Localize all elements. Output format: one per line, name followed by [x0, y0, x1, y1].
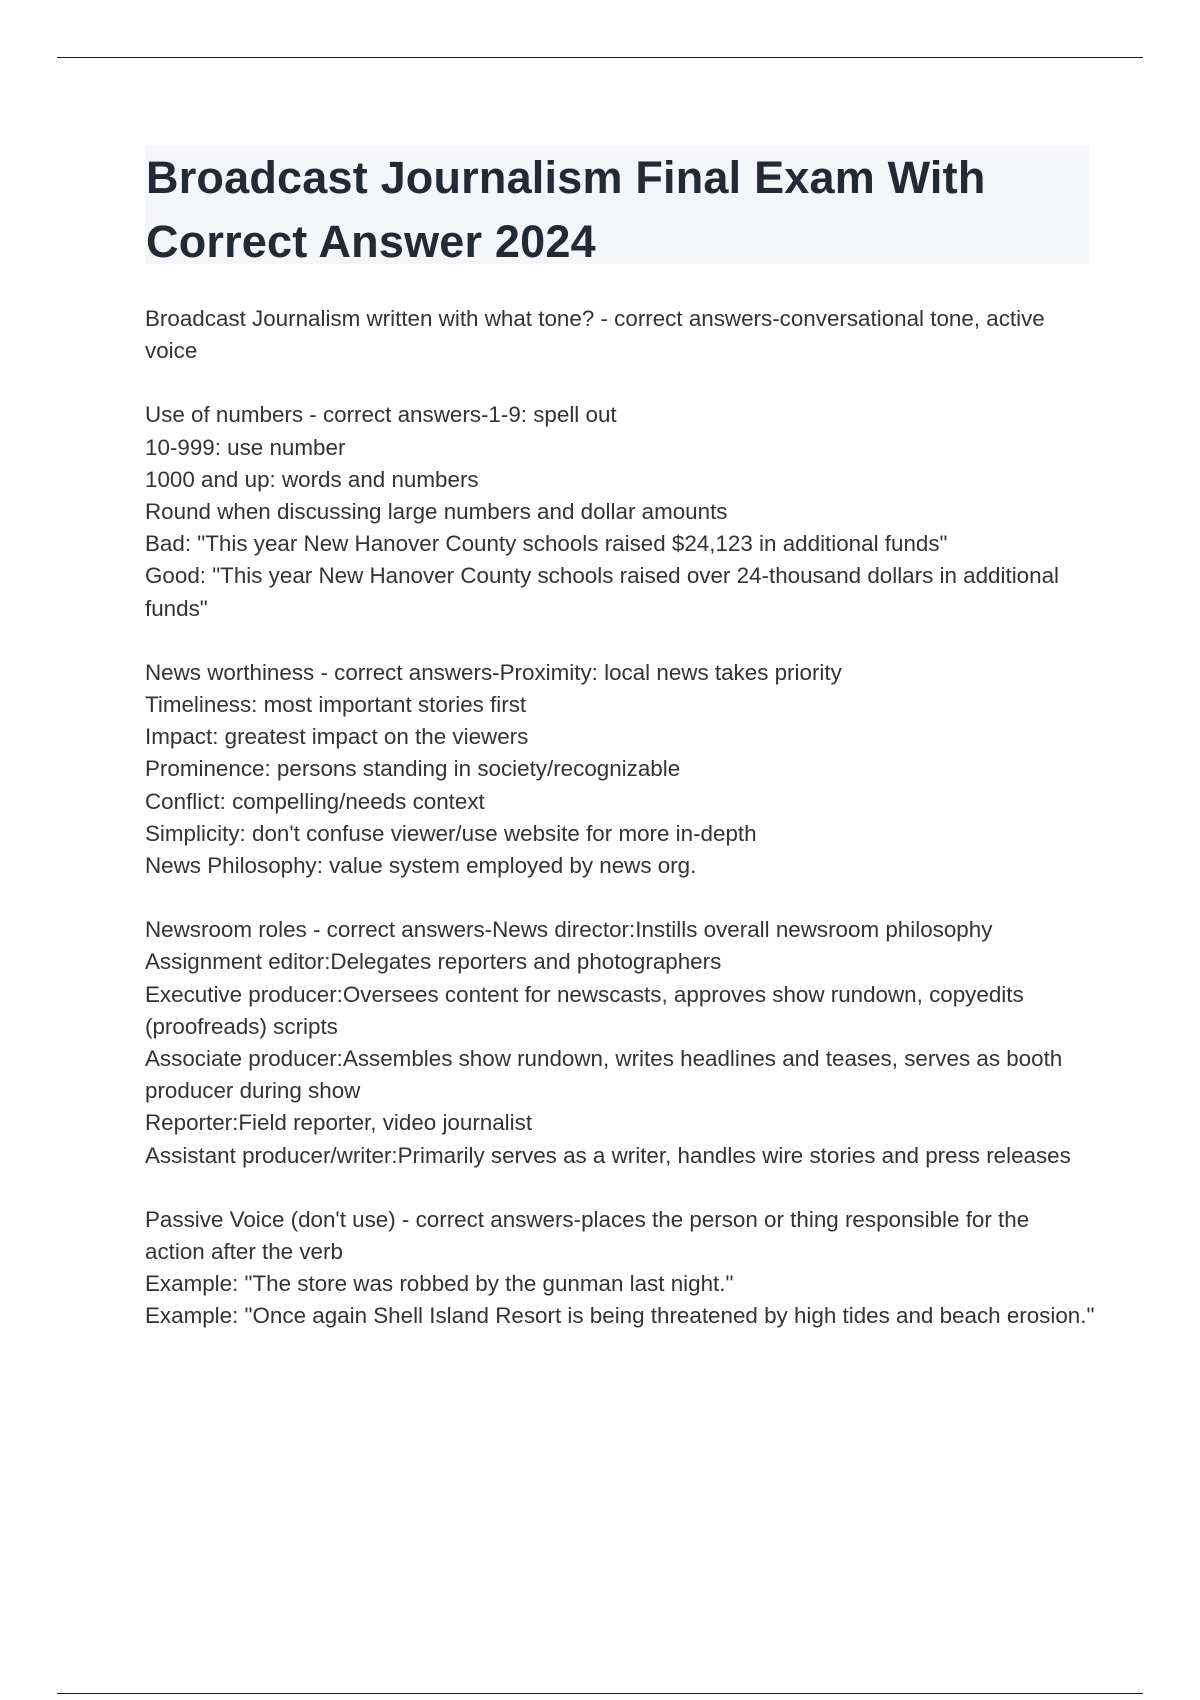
- qa-item-news-worthiness: [145, 657, 1095, 882]
- qa-line: News Philosophy: value system employed by news org.: [145, 853, 697, 879]
- qa-line: Simplicity: don't confuse viewer/use website for more in-depth: [145, 820, 757, 846]
- top-rule: [57, 57, 1143, 58]
- qa-line: Bad: "This year New Hanover County schools raised $24,123 in additional funds": [145, 531, 948, 557]
- qa-line: News worthiness - correct answers-Proximity: local news takes priority: [145, 659, 842, 685]
- qa-item-newsroom-roles: [145, 914, 1095, 1172]
- qa-line: Assignment editor:Delegates reporters and photographers: [145, 949, 722, 975]
- qa-line: Assistant producer/writer:Primarily serves as a writer, handles wire stories and press releases: [145, 1142, 1071, 1168]
- title-line-2: Correct Answer 2024: [146, 216, 596, 267]
- qa-line: Associate producer:Assembles show rundown, writes headlines and teases, serves as booth producer during show: [145, 1046, 1063, 1104]
- qa-line: Use of numbers - correct answers-1-9: spell out: [145, 402, 617, 428]
- title-line-1: Broadcast Journalism Final Exam With: [146, 152, 986, 203]
- document-title: [145, 146, 1089, 274]
- qa-line: Good: "This year New Hanover County schools raised over 24-thousand dollars in additional funds": [145, 563, 1060, 621]
- qa-list: [145, 303, 1095, 1365]
- qa-line: Passive Voice (don't use) - correct answers-places the person or thing responsible for the action after the verb: [145, 1206, 1030, 1265]
- qa-item-tone: [145, 303, 1095, 367]
- qa-line: Example: "The store was robbed by the gunman last night.": [145, 1271, 734, 1297]
- bottom-rule: [57, 1693, 1143, 1694]
- qa-item-passive-voice: [145, 1204, 1095, 1333]
- qa-line: 1000 and up: words and numbers: [145, 466, 479, 492]
- title-block: [145, 146, 1089, 267]
- qa-line: Conflict: compelling/needs context: [145, 788, 485, 814]
- qa-line: Newsroom roles - correct answers-News director:Instills overall newsroom philosophy: [145, 917, 993, 943]
- qa-line: Reporter:Field reporter, video journalist: [145, 1110, 533, 1136]
- qa-line: Example: "Once again Shell Island Resort is being threatened by high tides and beach erosion.": [145, 1303, 1095, 1329]
- qa-line: Impact: greatest impact on the viewers: [145, 724, 529, 750]
- qa-line: Executive producer:Oversees content for newscasts, approves show rundown, copyedits (proofreads) scripts: [145, 981, 1024, 1039]
- qa-line: Round when discussing large numbers and dollar amounts: [145, 499, 728, 525]
- qa-line: Timeliness: most important stories first: [145, 692, 527, 718]
- qa-line: Prominence: persons standing in society/recognizable: [145, 756, 681, 782]
- qa-line: Broadcast Journalism written with what tone? - correct answers-conversational tone, active voice: [145, 306, 1045, 364]
- qa-line: 10-999: use number: [145, 434, 346, 460]
- qa-item-numbers: [145, 399, 1095, 624]
